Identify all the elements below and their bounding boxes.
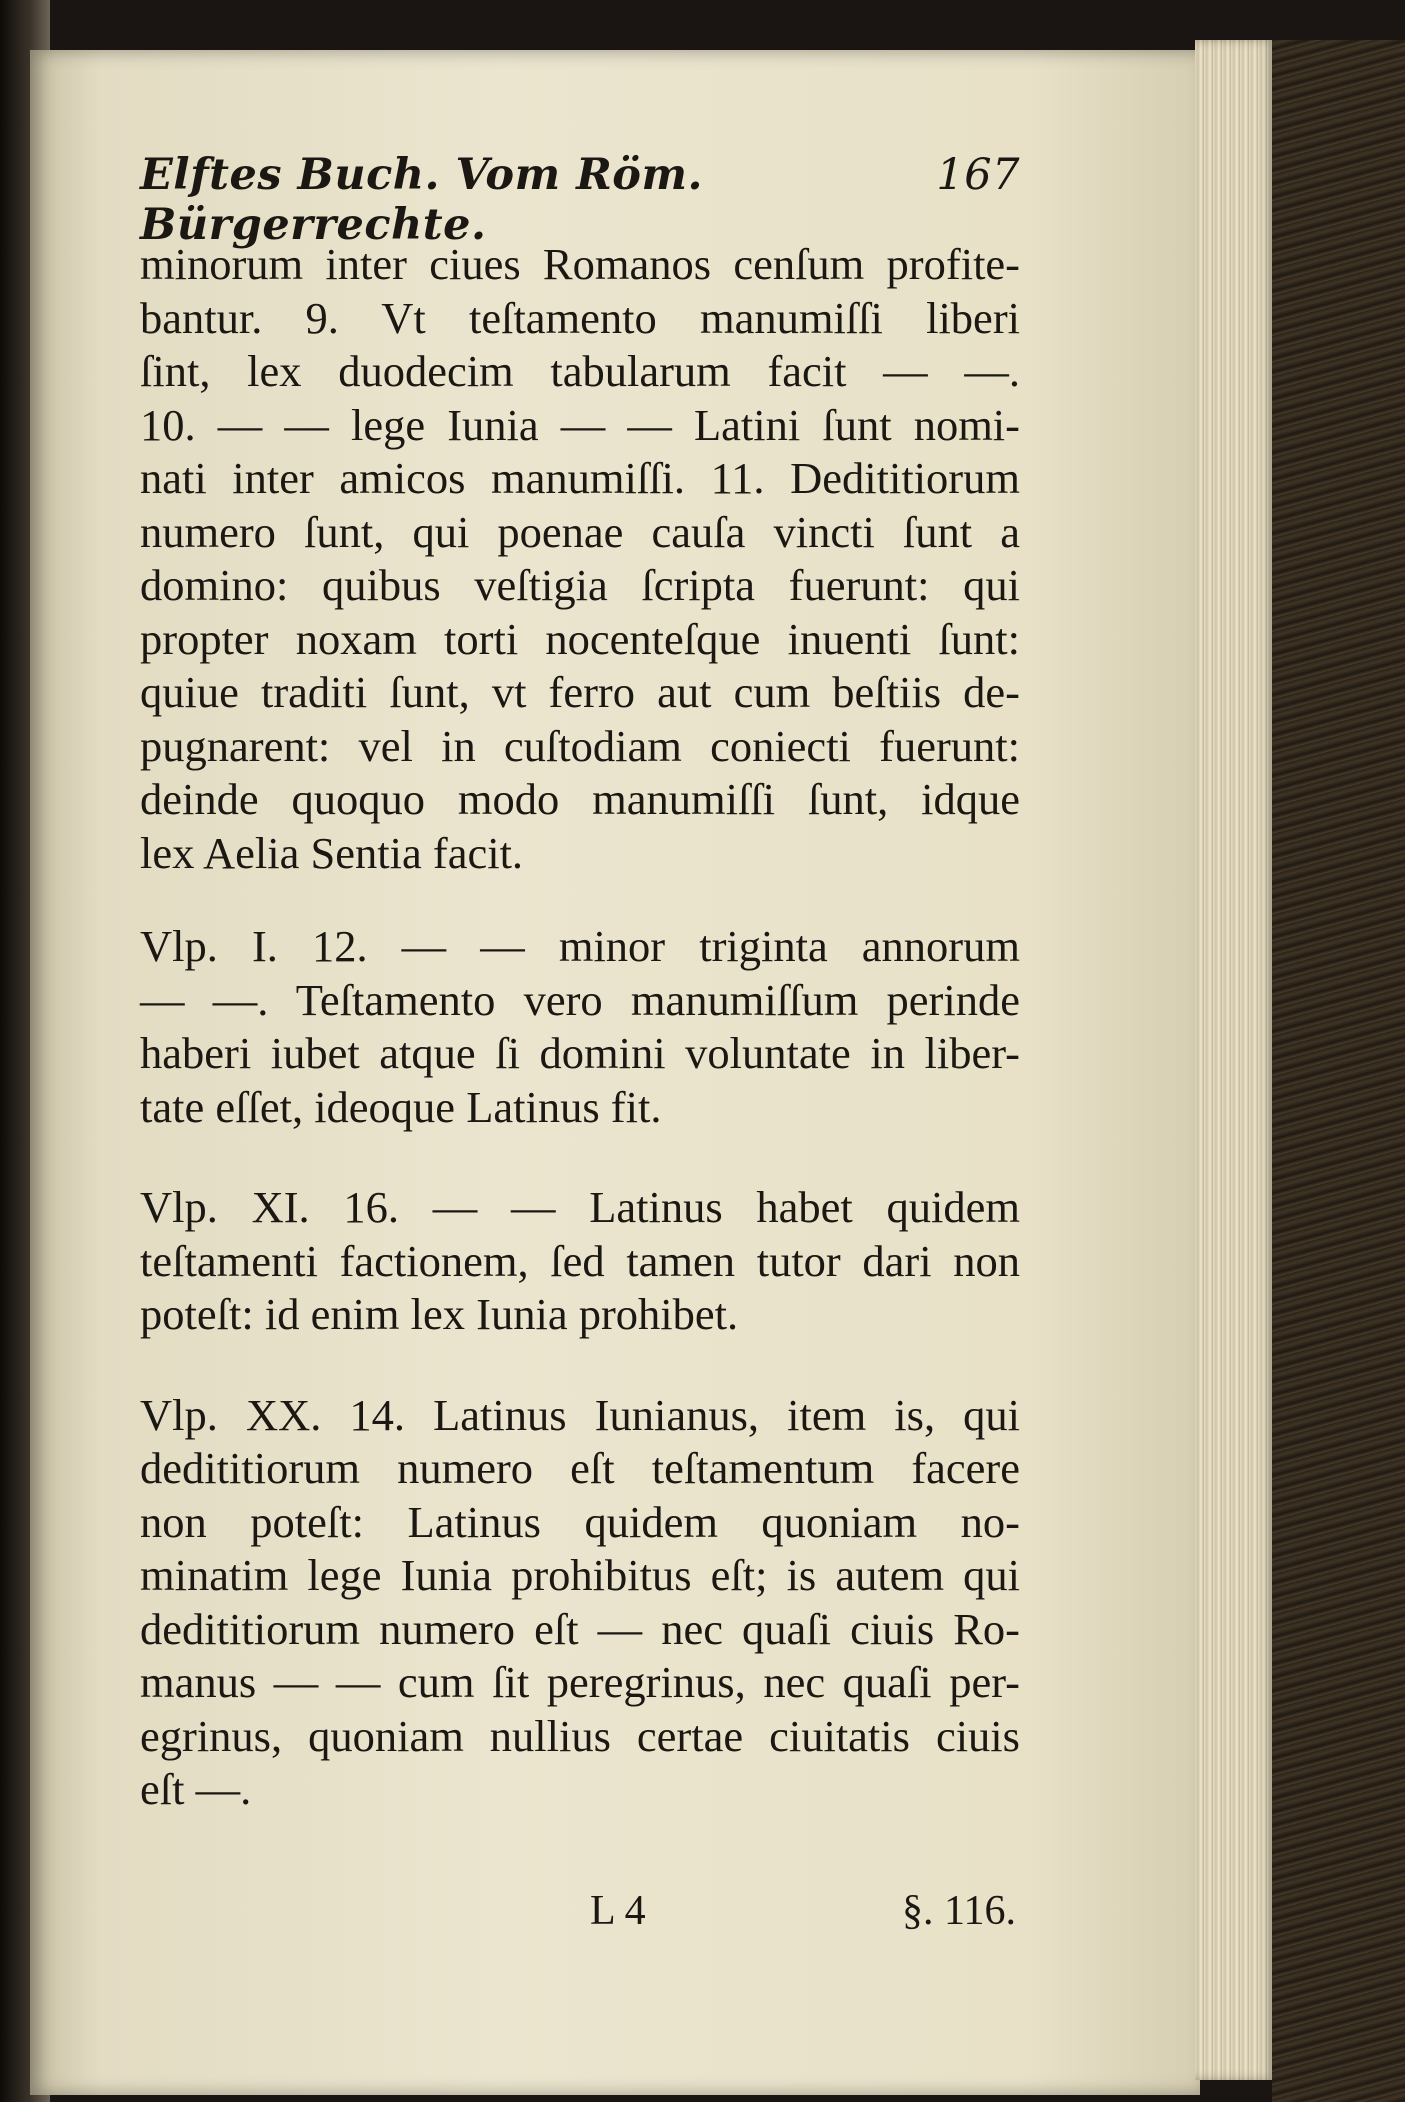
book-cover-right [1272, 40, 1405, 2102]
catchword: §. 116. [902, 1887, 1016, 1934]
page-edges [1195, 40, 1275, 2080]
text-line: manus — — cum ſit peregrinus, nec quaſi per- [140, 1657, 1020, 1707]
text-line: domino: quibus veſtigia ſcripta fuerunt: qui [140, 560, 1020, 610]
page-footer [140, 1887, 1020, 1935]
paragraph-3 [140, 1181, 1020, 1342]
text-line: quiue traditi ſunt, vt ferro aut cum beſtiis de- [140, 667, 1020, 717]
text-line: Vlp. I. 12. — — minor triginta annorum [140, 921, 1020, 971]
text-line: Vlp. XX. 14. Latinus Iunianus, item is, qui [140, 1389, 1020, 1440]
page-text [140, 150, 1020, 1935]
text-line: eſt —. [140, 1764, 252, 1814]
text-line: pugnarent: vel in cuſtodiam coniecti fuerunt: [140, 720, 1020, 771]
running-title: Elftes Buch. Vom Röm. Bürgerrechte. [140, 150, 703, 250]
paragraph-4 [140, 1389, 1020, 1817]
text-line: deinde quoquo modo manumiſſi ſunt, idque [140, 774, 1020, 824]
text-line: Vlp. XI. 16. — — Latinus habet quidem [140, 1182, 1020, 1232]
text-line: egrinus, quoniam nullius certae ciuitatis ciuis [140, 1710, 1020, 1761]
text-line: dedititiorum numero eſt — nec quaſi ciuis Ro- [140, 1603, 1020, 1654]
text-line: — —. Teſtamento vero manumiſſum perinde [140, 974, 1020, 1025]
text-line: lex Aelia Sentia facit. [140, 827, 524, 878]
text-line: ſint, lex duodecim tabularum facit — —. [140, 346, 1020, 396]
text-line: teſtamenti factionem, ſed tamen tutor dari non [140, 1235, 1020, 1286]
text-line: minatim lege Iunia prohibitus eſt; is autem qui [140, 1550, 1020, 1600]
text-line: minorum inter ciues Romanos cenſum profite- [140, 239, 1020, 289]
text-line: bantur. 9. Vt teſtamento manumiſſi liberi [140, 292, 1020, 343]
paragraph-2 [140, 920, 1020, 1134]
text-line: numero ſunt, qui poenae cauſa vincti ſunt a [140, 506, 1020, 557]
signature-mark: L 4 [590, 1887, 646, 1934]
text-line: nati inter amicos manumiſſi. 11. Dedititiorum [140, 453, 1020, 503]
text-line: 10. — — lege Iunia — — Latini ſunt nomi- [140, 399, 1020, 450]
text-line: non poteſt: Latinus quidem quoniam no- [140, 1496, 1020, 1547]
text-line: tate eſſet, ideoque Latinus fit. [140, 1081, 662, 1132]
text-line: dedititiorum numero eſt teſtamentum facere [140, 1443, 1020, 1493]
text-line: poteſt: id enim lex Iunia prohibet. [140, 1289, 739, 1339]
text-line: propter noxam torti nocenteſque inuenti ſunt: [140, 613, 1020, 664]
page-number: 167 [936, 150, 1020, 200]
paragraph-1 [140, 238, 1020, 880]
running-header [140, 150, 1020, 250]
text-line: haberi iubet atque ſi domini voluntate in liber- [140, 1028, 1020, 1078]
